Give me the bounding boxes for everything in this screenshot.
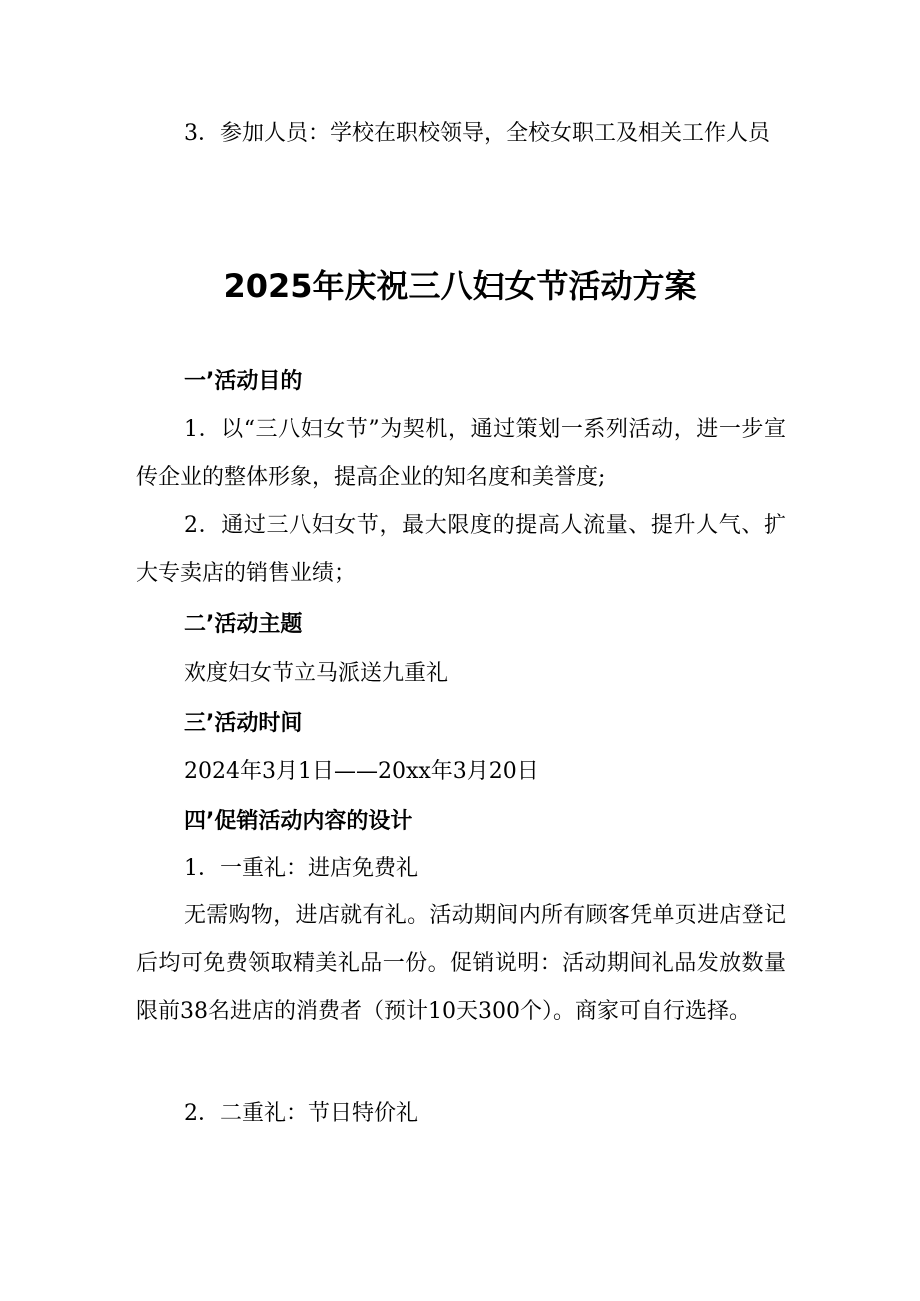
document-title: 2025年庆祝三八妇女节活动方案 [223, 267, 697, 305]
purpose-item-1: 1．以“三八妇女节”为契机，通过策划一系列活动，进一步宣传企业的整体形象，提高企业的知名度和美誉度; [136, 417, 786, 490]
section-heading-theme: 二’活动主题 [184, 612, 303, 637]
purpose-item-2: 2．通过三八妇女节，最大限度的提高人流量、提升人气、扩大专卖店的销售业绩； [136, 513, 786, 586]
section-heading-purpose: 一’活动目的 [184, 369, 303, 394]
gift-1-description: 无需购物，进店就有礼。活动期间内所有顾客凭单页进店登记后均可免费领取精美礼品一份。促销说明：活动期间礼品发放数量限前38名进店的消费者（预计10天300个）。商家可自行选择。 [136, 903, 786, 1024]
theme-text: 欢度妇女节立马派送九重礼 [184, 661, 449, 686]
section-heading-content: 四’促销活动内容的设计 [184, 809, 413, 834]
time-text: 2024年3月1日——20xx年3月20日 [184, 759, 539, 784]
participants-paragraph: 3．参加人员：学校在职校领导，全校女职工及相关工作人员 [184, 121, 770, 146]
gift-2-title: 2．二重礼：节日特价礼 [184, 1101, 418, 1126]
section-heading-time: 三’活动时间 [184, 711, 303, 736]
gift-1-title: 1．一重礼：进店免费礼 [184, 856, 418, 881]
